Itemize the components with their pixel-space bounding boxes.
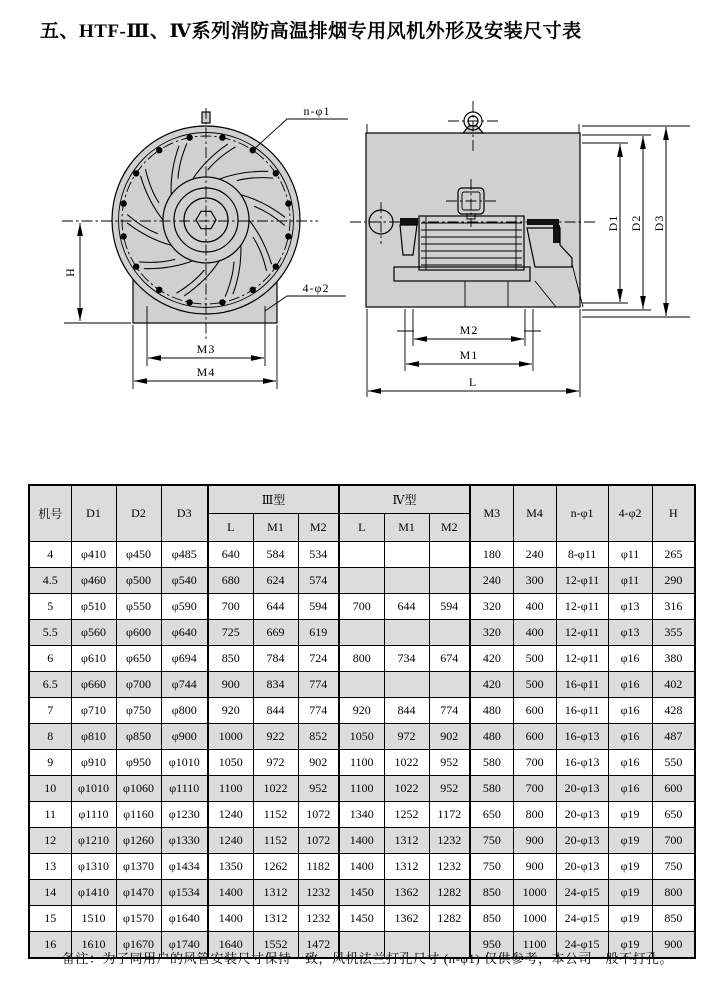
dim-cell: 902 bbox=[298, 750, 339, 776]
dim-cell: 1100 bbox=[513, 932, 556, 959]
dim-cell: 1252 bbox=[384, 802, 429, 828]
dim-cell: 774 bbox=[298, 672, 339, 698]
dim-cell: 1510 bbox=[71, 906, 116, 932]
d1-label: D1 bbox=[606, 214, 620, 232]
dim-cell: φ1434 bbox=[161, 854, 208, 880]
dim-cell: 700 bbox=[513, 750, 556, 776]
dim-cell: φ19 bbox=[608, 932, 652, 959]
dim-cell bbox=[339, 672, 384, 698]
dim-cell: φ13 bbox=[608, 620, 652, 646]
dim-cell: 750 bbox=[470, 828, 513, 854]
machine-no-cell: 13 bbox=[29, 854, 71, 880]
dim-cell: φ11 bbox=[608, 568, 652, 594]
dim-cell: 580 bbox=[470, 776, 513, 802]
dim-cell: 24-φ15 bbox=[556, 880, 608, 906]
dim-cell: 1240 bbox=[208, 802, 253, 828]
machine-no-cell: 12 bbox=[29, 828, 71, 854]
dim-cell: 1152 bbox=[253, 828, 298, 854]
col-header-m2-iv: M2 bbox=[429, 514, 470, 542]
dim-cell: 580 bbox=[470, 750, 513, 776]
h-label: H bbox=[63, 267, 77, 277]
dim-cell: 420 bbox=[470, 672, 513, 698]
dim-cell: 952 bbox=[429, 750, 470, 776]
dim-cell: φ19 bbox=[608, 880, 652, 906]
dim-cell: 1312 bbox=[253, 880, 298, 906]
dim-cell: 700 bbox=[208, 594, 253, 620]
dim-cell: φ1370 bbox=[116, 854, 161, 880]
dim-cell: 1050 bbox=[208, 750, 253, 776]
col-header-machine: 机号 bbox=[29, 485, 71, 542]
machine-no-cell: 4 bbox=[29, 542, 71, 568]
dim-cell: 600 bbox=[513, 698, 556, 724]
front-view-drawing bbox=[30, 85, 360, 405]
dim-cell: 700 bbox=[339, 594, 384, 620]
col-header-m3: M3 bbox=[470, 485, 513, 542]
dim-cell: 800 bbox=[652, 880, 695, 906]
dim-cell: 644 bbox=[384, 594, 429, 620]
dim-cell: φ16 bbox=[608, 646, 652, 672]
machine-no-cell: 6.5 bbox=[29, 672, 71, 698]
dim-cell: 428 bbox=[652, 698, 695, 724]
dim-cell: φ590 bbox=[161, 594, 208, 620]
dim-cell: φ1110 bbox=[71, 802, 116, 828]
dim-cell: 650 bbox=[652, 802, 695, 828]
machine-no-cell: 7 bbox=[29, 698, 71, 724]
dim-cell: 844 bbox=[253, 698, 298, 724]
dim-cell: φ1260 bbox=[116, 828, 161, 854]
dim-cell: 900 bbox=[513, 828, 556, 854]
dim-cell: φ1310 bbox=[71, 854, 116, 880]
l-label: L bbox=[468, 375, 478, 389]
dim-cell: φ1570 bbox=[116, 906, 161, 932]
machine-no-cell: 16 bbox=[29, 932, 71, 959]
dim-cell: 24-φ15 bbox=[556, 906, 608, 932]
dim-cell: φ800 bbox=[161, 698, 208, 724]
table-row bbox=[29, 646, 695, 672]
dim-cell: φ950 bbox=[116, 750, 161, 776]
dim-cell: 1282 bbox=[429, 906, 470, 932]
dim-cell: 700 bbox=[652, 828, 695, 854]
dimension-table bbox=[28, 484, 696, 959]
table-row bbox=[29, 542, 695, 568]
dim-cell: φ19 bbox=[608, 802, 652, 828]
table-row bbox=[29, 724, 695, 750]
dim-cell: φ11 bbox=[608, 542, 652, 568]
dim-cell bbox=[384, 620, 429, 646]
dim-cell: 1610 bbox=[71, 932, 116, 959]
dim-cell: 550 bbox=[652, 750, 695, 776]
dim-cell: 16-φ11 bbox=[556, 698, 608, 724]
dim-cell: 900 bbox=[652, 932, 695, 959]
dim-cell: 1022 bbox=[253, 776, 298, 802]
dim-cell: 1100 bbox=[208, 776, 253, 802]
dim-cell: 1472 bbox=[298, 932, 339, 959]
dim-cell: 240 bbox=[513, 542, 556, 568]
dim-cell bbox=[339, 542, 384, 568]
dim-cell: φ13 bbox=[608, 594, 652, 620]
dim-cell bbox=[339, 568, 384, 594]
dim-cell: 1450 bbox=[339, 880, 384, 906]
dim-cell: 669 bbox=[253, 620, 298, 646]
dim-cell: 1022 bbox=[384, 750, 429, 776]
dim-cell: 1232 bbox=[298, 880, 339, 906]
dim-cell: 1400 bbox=[208, 906, 253, 932]
dim-cell: 800 bbox=[513, 802, 556, 828]
dim-cell: 20-φ13 bbox=[556, 854, 608, 880]
dim-cell: φ1740 bbox=[161, 932, 208, 959]
dim-cell: 1232 bbox=[429, 854, 470, 880]
table-row bbox=[29, 828, 695, 854]
dim-cell: 1100 bbox=[339, 776, 384, 802]
d3-label: D3 bbox=[652, 214, 666, 232]
dim-cell: 1450 bbox=[339, 906, 384, 932]
dim-cell: φ16 bbox=[608, 776, 652, 802]
dim-cell: 12-φ11 bbox=[556, 594, 608, 620]
dim-cell: φ1670 bbox=[116, 932, 161, 959]
machine-no-cell: 9 bbox=[29, 750, 71, 776]
dim-cell: 402 bbox=[652, 672, 695, 698]
dim-cell: 1312 bbox=[253, 906, 298, 932]
dim-cell: 724 bbox=[298, 646, 339, 672]
dim-cell: 850 bbox=[208, 646, 253, 672]
dim-cell: 12-φ11 bbox=[556, 568, 608, 594]
dim-cell bbox=[384, 542, 429, 568]
dim-cell: 619 bbox=[298, 620, 339, 646]
dim-cell: 16-φ13 bbox=[556, 724, 608, 750]
dim-cell: φ560 bbox=[71, 620, 116, 646]
dim-cell: 1232 bbox=[429, 828, 470, 854]
table-row bbox=[29, 594, 695, 620]
dim-cell: 594 bbox=[429, 594, 470, 620]
dim-cell: 644 bbox=[253, 594, 298, 620]
dim-cell: 600 bbox=[513, 724, 556, 750]
dim-cell: 1400 bbox=[339, 828, 384, 854]
dim-cell: 920 bbox=[208, 698, 253, 724]
dim-cell: 1362 bbox=[384, 880, 429, 906]
table-row bbox=[29, 672, 695, 698]
dimension-m4 bbox=[133, 325, 277, 389]
dim-cell: 1312 bbox=[384, 854, 429, 880]
dim-cell: φ16 bbox=[608, 698, 652, 724]
dim-cell: φ694 bbox=[161, 646, 208, 672]
dim-cell: 534 bbox=[298, 542, 339, 568]
dim-cell: φ1210 bbox=[71, 828, 116, 854]
dim-cell: φ850 bbox=[116, 724, 161, 750]
table-row bbox=[29, 854, 695, 880]
dim-cell: 1640 bbox=[208, 932, 253, 959]
machine-no-cell: 15 bbox=[29, 906, 71, 932]
dim-cell: 8-φ11 bbox=[556, 542, 608, 568]
dim-cell: φ500 bbox=[116, 568, 161, 594]
dim-cell: φ1160 bbox=[116, 802, 161, 828]
m3-label: M3 bbox=[196, 342, 216, 356]
table-row bbox=[29, 906, 695, 932]
m4-label: M4 bbox=[196, 365, 216, 379]
dim-cell: 725 bbox=[208, 620, 253, 646]
machine-no-cell: 8 bbox=[29, 724, 71, 750]
dim-cell: 852 bbox=[298, 724, 339, 750]
4-phi2-label: 4-φ2 bbox=[302, 281, 330, 295]
dim-cell: 1182 bbox=[298, 854, 339, 880]
col-header-l-iii: L bbox=[208, 514, 253, 542]
machine-no-cell: 10 bbox=[29, 776, 71, 802]
dim-cell: φ16 bbox=[608, 672, 652, 698]
machine-no-cell: 14 bbox=[29, 880, 71, 906]
machine-no-cell: 6 bbox=[29, 646, 71, 672]
dim-cell: 380 bbox=[652, 646, 695, 672]
dim-cell: φ750 bbox=[116, 698, 161, 724]
col-header-d2: D2 bbox=[116, 485, 161, 542]
dim-cell: 12-φ11 bbox=[556, 646, 608, 672]
dim-cell: 584 bbox=[253, 542, 298, 568]
dim-cell: 16-φ11 bbox=[556, 672, 608, 698]
dim-cell: 20-φ13 bbox=[556, 828, 608, 854]
dim-cell bbox=[384, 672, 429, 698]
dim-cell: φ1640 bbox=[161, 906, 208, 932]
dim-cell: 1340 bbox=[339, 802, 384, 828]
dim-cell bbox=[384, 568, 429, 594]
dimension-d1 bbox=[582, 143, 628, 303]
dim-cell: 952 bbox=[429, 776, 470, 802]
dim-cell: 316 bbox=[652, 594, 695, 620]
m2-label: M2 bbox=[459, 323, 479, 337]
dim-cell: φ1534 bbox=[161, 880, 208, 906]
dim-cell: φ710 bbox=[71, 698, 116, 724]
dim-cell: 834 bbox=[253, 672, 298, 698]
dim-cell: 850 bbox=[652, 906, 695, 932]
dim-cell: 12-φ11 bbox=[556, 620, 608, 646]
dim-cell: 480 bbox=[470, 724, 513, 750]
dim-cell: 24-φ15 bbox=[556, 932, 608, 959]
dim-cell: φ1060 bbox=[116, 776, 161, 802]
col-group-type3: Ⅲ型 bbox=[208, 485, 339, 514]
dim-cell: 265 bbox=[652, 542, 695, 568]
dim-cell: 844 bbox=[384, 698, 429, 724]
dim-cell: 1362 bbox=[384, 906, 429, 932]
dim-cell: 784 bbox=[253, 646, 298, 672]
dim-cell: 20-φ13 bbox=[556, 776, 608, 802]
dim-cell: 1072 bbox=[298, 828, 339, 854]
col-header-l-iv: L bbox=[339, 514, 384, 542]
dim-cell: 1072 bbox=[298, 802, 339, 828]
dim-cell: φ550 bbox=[116, 594, 161, 620]
dim-cell: φ19 bbox=[608, 906, 652, 932]
dim-cell: φ650 bbox=[116, 646, 161, 672]
dim-cell: φ640 bbox=[161, 620, 208, 646]
dim-cell: 900 bbox=[208, 672, 253, 698]
dim-cell: 320 bbox=[470, 620, 513, 646]
n-phi1-label: n-φ1 bbox=[303, 104, 331, 118]
dim-cell: φ1470 bbox=[116, 880, 161, 906]
dim-cell: 180 bbox=[470, 542, 513, 568]
dim-cell: 1022 bbox=[384, 776, 429, 802]
dimension-m1 bbox=[405, 309, 533, 371]
table-row bbox=[29, 750, 695, 776]
dim-cell: 16-φ13 bbox=[556, 750, 608, 776]
dim-cell: 750 bbox=[652, 854, 695, 880]
flange-holes-callout bbox=[253, 104, 348, 150]
dim-cell: 750 bbox=[470, 854, 513, 880]
dim-cell: φ540 bbox=[161, 568, 208, 594]
dim-cell: 972 bbox=[253, 750, 298, 776]
dim-cell: φ1330 bbox=[161, 828, 208, 854]
dim-cell: 355 bbox=[652, 620, 695, 646]
dim-cell: 922 bbox=[253, 724, 298, 750]
dim-cell: 1050 bbox=[339, 724, 384, 750]
footnote: 备注：为了同用户的风管安装尺寸保持一致，风机法兰打孔尺寸 (n-φ1) 仅供参考，本公司一般不打孔。 bbox=[62, 951, 673, 966]
col-header-m1-iv: M1 bbox=[384, 514, 429, 542]
dim-cell: φ700 bbox=[116, 672, 161, 698]
table-row bbox=[29, 880, 695, 906]
dim-cell: 1282 bbox=[429, 880, 470, 906]
dim-cell: φ810 bbox=[71, 724, 116, 750]
dim-cell: φ19 bbox=[608, 854, 652, 880]
dim-cell: 420 bbox=[470, 646, 513, 672]
dim-cell: 1262 bbox=[253, 854, 298, 880]
table-row bbox=[29, 620, 695, 646]
col-header-m1-iii: M1 bbox=[253, 514, 298, 542]
dim-cell: φ610 bbox=[71, 646, 116, 672]
dim-cell: 1100 bbox=[339, 750, 384, 776]
dim-cell: 680 bbox=[208, 568, 253, 594]
col-header-4-phi2: 4-φ2 bbox=[608, 485, 652, 542]
dim-cell: φ600 bbox=[116, 620, 161, 646]
page-title: 五、HTF-Ⅲ、Ⅳ系列消防高温排烟专用风机外形及安装尺寸表 bbox=[40, 21, 582, 42]
dim-cell: 950 bbox=[470, 932, 513, 959]
dim-cell: 952 bbox=[298, 776, 339, 802]
dim-cell: 774 bbox=[298, 698, 339, 724]
dim-cell: 300 bbox=[513, 568, 556, 594]
machine-no-cell: 5.5 bbox=[29, 620, 71, 646]
dim-cell: 487 bbox=[652, 724, 695, 750]
d2-label: D2 bbox=[629, 214, 643, 232]
dim-cell bbox=[429, 672, 470, 698]
machine-no-cell: 4.5 bbox=[29, 568, 71, 594]
dim-cell: 400 bbox=[513, 594, 556, 620]
dim-cell: 480 bbox=[470, 698, 513, 724]
dim-cell: 774 bbox=[429, 698, 470, 724]
dim-cell: φ900 bbox=[161, 724, 208, 750]
col-header-d1: D1 bbox=[71, 485, 116, 542]
col-header-m4: M4 bbox=[513, 485, 556, 542]
dim-cell: 1152 bbox=[253, 802, 298, 828]
dim-cell: 624 bbox=[253, 568, 298, 594]
dim-cell: 594 bbox=[298, 594, 339, 620]
table-row bbox=[29, 698, 695, 724]
dim-cell: φ1010 bbox=[71, 776, 116, 802]
dim-cell: 920 bbox=[339, 698, 384, 724]
dim-cell: 290 bbox=[652, 568, 695, 594]
dim-cell: 320 bbox=[470, 594, 513, 620]
dim-cell: φ910 bbox=[71, 750, 116, 776]
dim-cell: φ450 bbox=[116, 542, 161, 568]
dim-cell: 20-φ13 bbox=[556, 802, 608, 828]
dim-cell: 1240 bbox=[208, 828, 253, 854]
dim-cell: 1350 bbox=[208, 854, 253, 880]
col-header-d3: D3 bbox=[161, 485, 208, 542]
dim-cell: 240 bbox=[470, 568, 513, 594]
dim-cell: φ410 bbox=[71, 542, 116, 568]
dim-cell: 674 bbox=[429, 646, 470, 672]
dim-cell bbox=[429, 542, 470, 568]
dim-cell: 850 bbox=[470, 906, 513, 932]
col-header-n-phi1: n-φ1 bbox=[556, 485, 608, 542]
col-header-m2-iii: M2 bbox=[298, 514, 339, 542]
dim-cell: 1000 bbox=[208, 724, 253, 750]
dim-cell: 902 bbox=[429, 724, 470, 750]
dim-cell: 500 bbox=[513, 672, 556, 698]
dim-cell: 734 bbox=[384, 646, 429, 672]
dim-cell: 900 bbox=[513, 854, 556, 880]
dim-cell: 1400 bbox=[208, 880, 253, 906]
machine-no-cell: 5 bbox=[29, 594, 71, 620]
dim-cell: φ460 bbox=[71, 568, 116, 594]
dimension-m2 bbox=[397, 309, 541, 346]
dim-cell: φ510 bbox=[71, 594, 116, 620]
dim-cell: 500 bbox=[513, 646, 556, 672]
dim-cell: φ16 bbox=[608, 724, 652, 750]
m1-label: M1 bbox=[459, 348, 479, 362]
dim-cell: 1312 bbox=[384, 828, 429, 854]
dim-cell: 800 bbox=[339, 646, 384, 672]
dim-cell: 1232 bbox=[298, 906, 339, 932]
dim-cell: 600 bbox=[652, 776, 695, 802]
dim-cell: 650 bbox=[470, 802, 513, 828]
dim-cell bbox=[429, 568, 470, 594]
dim-cell: φ485 bbox=[161, 542, 208, 568]
dim-cell: φ1110 bbox=[161, 776, 208, 802]
dim-cell bbox=[429, 620, 470, 646]
dim-cell: φ744 bbox=[161, 672, 208, 698]
dim-cell: 574 bbox=[298, 568, 339, 594]
dim-cell: φ1230 bbox=[161, 802, 208, 828]
dim-cell: 1172 bbox=[429, 802, 470, 828]
dim-cell: 400 bbox=[513, 620, 556, 646]
dim-cell: 850 bbox=[470, 880, 513, 906]
table-row bbox=[29, 776, 695, 802]
dim-cell: φ1010 bbox=[161, 750, 208, 776]
dim-cell: φ16 bbox=[608, 750, 652, 776]
dim-cell: 1552 bbox=[253, 932, 298, 959]
table-row bbox=[29, 802, 695, 828]
table-header bbox=[29, 485, 695, 542]
dim-cell: 640 bbox=[208, 542, 253, 568]
dim-cell bbox=[339, 620, 384, 646]
machine-no-cell: 11 bbox=[29, 802, 71, 828]
dim-cell: 1000 bbox=[513, 880, 556, 906]
dim-cell: 1000 bbox=[513, 906, 556, 932]
dim-cell: 1400 bbox=[339, 854, 384, 880]
dim-cell: φ1410 bbox=[71, 880, 116, 906]
dim-cell: 972 bbox=[384, 724, 429, 750]
dim-cell: φ660 bbox=[71, 672, 116, 698]
dim-cell: 700 bbox=[513, 776, 556, 802]
table-row bbox=[29, 568, 695, 594]
side-view-drawing bbox=[345, 85, 710, 405]
col-group-type4: Ⅳ型 bbox=[339, 485, 470, 514]
col-header-h: H bbox=[652, 485, 695, 542]
dim-cell: φ19 bbox=[608, 828, 652, 854]
